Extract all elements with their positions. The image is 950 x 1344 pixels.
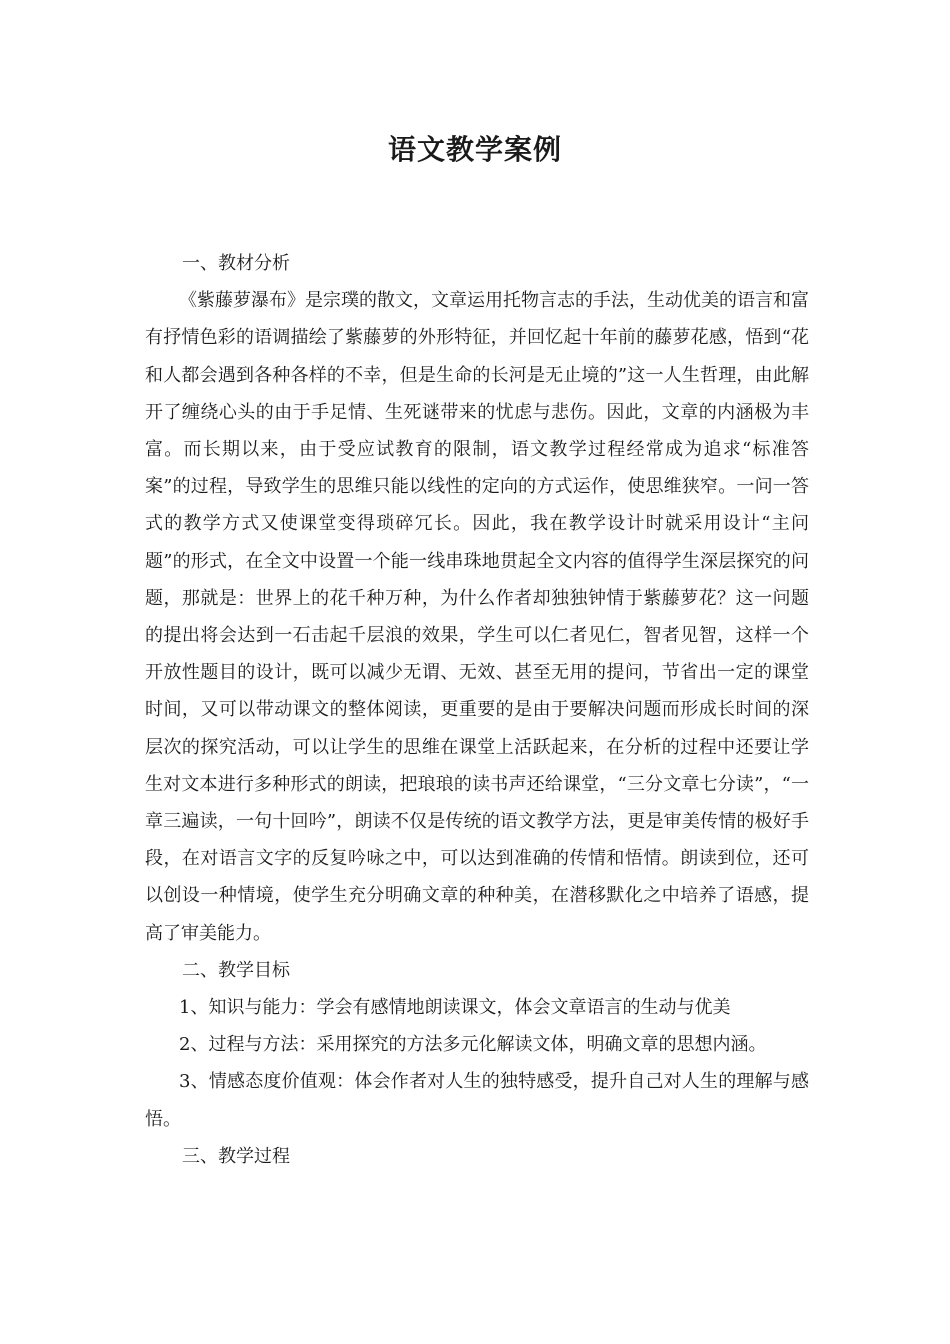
goal-item-knowledge: 1、知识与能力：学会有感情地朗读课文，体会文章语言的生动与优美 (179, 997, 731, 1019)
goal-item-attitude: 3、情感态度价值观：体会作者对人生的独特感受，提升自己对人生的理解与感悟。 (145, 1071, 809, 1130)
document-title: 语文教学案例 (387, 133, 562, 166)
section-paragraph-textbook-analysis: 《紫藤萝瀑布》是宗璞的散文，文章运用托物言志的手法，生动优美的语言和富有抒情色彩的语调描绘了紫藤萝的外形特征，并回忆起十年前的藤萝花感，悟到“花和人都会遇到各种各样的不幸，但是生命的长河是无止境的”这一人生哲理，由此解开了缠绕心头的由于手足情、生死谜带来的忧虑与悲伤。因此，文章的内涵极为丰富。而长期以来，由于受应试教育的限制，语文教学过程经常成为追求“标准答案”的过程，导致学生的思维只能以线性的定向的方式运作，使思维狭窄。一问一答式的教学方式又使课堂变得琐碎冗长。因此，我在教学设计时就采用设计“主问题”的形式，在全文中设置一个能一线串珠地贯起全文内容的值得学生深层探究的问题，那就是：世界上的花千种万种，为什么作者却独独钟情于紫藤萝花？这一问题的提出将会达到一石击起千层浪的效果，学生可以仁者见仁，智者见智，这样一个开放性题目的设计，既可以减少无谓、无效、甚至无用的提问，节省出一定的课堂时间，又可以带动课文的整体阅读，更重要的是由于要解决问题而形成长时间的深层次的探究活动，可以让学生的思维在课堂上活跃起来，在分析的过程中还要让学生对文本进行多种形式的朗读，把琅琅的读书声还给课堂，“三分文章七分读”，“一章三遍读，一句十回吟”，朗读不仅是传统的语文教学方法，更是审美传情的极好手段，在对语言文字的反复吟咏之中，可以达到准确的传情和悟情。朗读到位，还可以创设一种情境，使学生充分明确文章的种种美，在潜移默化之中培养了语感，提高了审美能力。 (145, 290, 809, 944)
document-body (145, 245, 809, 1175)
goal-item-process: 2、过程与方法：采用探究的方法多元化解读文体，明确文章的思想内涵。 (179, 1034, 767, 1056)
section-heading-textbook-analysis: 一、教材分析 (182, 253, 290, 274)
section-heading-teaching-goals: 二、教学目标 (182, 959, 290, 981)
section-heading-teaching-process: 三、教学过程 (182, 1145, 290, 1167)
